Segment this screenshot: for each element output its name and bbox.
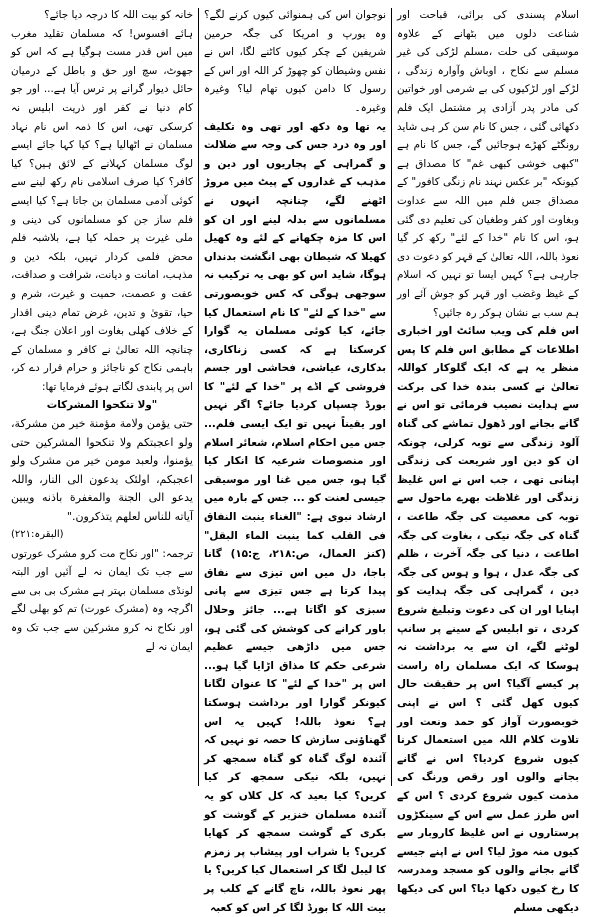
paragraph: خانہ کو بیت اللہ کا درجہ دیا جائے؟: [44, 9, 193, 21]
paragraph: نوجوان اس کی ہمنوائی کیوں کرنے لگے؟ وہ یورپ و امریکا کی جگہ حرمین شریفین کے چکر کیوں کاٹنے لگا، اس نے نفس وشیطان کو چھوڑ کر اللہ اور اس کے رسول کا دامن کیوں تھام لیا؟ وغیرہ وغیرہ۔: [204, 9, 386, 114]
column-left: [6, 6, 198, 788]
column-right: [392, 6, 584, 914]
paragraph: اسلام پسندی کی برائی، قباحت اور شناعت دلوں میں بٹھانے کے علاوہ موسیقی کی حلت ،مسلم لڑکی کی غیر مسلم سے نکاح ، اوباش وآوارہ زندگی ، لڑکے اور لڑکیوں کی بے شرمی اور خواتین کی مادر پدر آزادی پر مشتمل ایک فلم دکھائی گئی ، جس کا نام سن کر ہی شاید رونگٹے کھڑے ہوجائیں گے، جس کا نام ہے "کبھی خوشی کبھی غم" کا مصداق ہے کیونکہ "بر عکس نہند نام زنگی کافور" کے مصداق جس فلم میں اللہ سے عداوت وبغاوت اور کفر وطغیان کی تعلیم دی گئی ہو، اس کا نام "خدا کے لئے" رکھ کر گیا نعوذ باللہ، اللہ تعالیٰ کے قہر کو دعوت دی جارہی ہے؟ کہیں ایسا تو نہیں کہ اسلام کے غیظ وغضب اور قہر کو جوش آئے اور ہم سب بے نشان ہوکر رہ جائیں؟: [397, 9, 579, 319]
column-middle: [199, 6, 391, 914]
translation: ترجمہ: "اور نکاح مت کرو مشرک عورتوں سے جب تک ایمان نہ لے آئیں اور البتہ لونڈی مسلمان بہتر ہے مشرک بی بی سے اگرچہ وہ (مشرک عورت) تم کو بھلی لگے اور نکاح نہ کرو مشرکین سے جب تک وہ ایمان نہ لے: [11, 547, 193, 653]
paragraph: ہائے افسوس! کہ مسلمان تقلید مغرب میں اس قدر مست ہوگیا ہے کہ اس کو جھوٹ، سچ اور حق و باطل کے درمیان حائل دیوار گرانے پر ترس آیا ہے... اور جو کام دنیا نے کفر اور ذریت ابلیس نہ کرسکی تھی، اس کا ذمہ اس نام نہاد مسلمان نے اٹھالیا ہے؟ کیا کہا جائے ایسے لوگ مسلمان کہلانے کے لائق ہیں؟ کیا کافر؟ کیا صرف اسلامی نام رکھ لینے سے کوئی آدمی مسلمان بن جاتا ہے؟ کیا ایسے فلم ساز جن کو مسلمانوں کی دینی و ملی غیرت پر حملہ کیا ہے، بلاشبہ فلم محض فلمی کردار نہیں، بلکہ دین و مذہب، امانت و دیانت، شرافت و صداقت، عفت و عصمت، حمیت و غیرت، شرم و حیا، تقویٰ و تدین، غرض تمام دینی اقدار کے خلاف کھلی بغاوت اور اعلان جنگ ہے، چنانچہ اللہ تعالیٰ نے کافر و مسلمان کے باہمی نکاح کو ناجائز و حرام قرار دے کر، اس پر پابندی لگاتے ہوئے فرمایا تھا:: [11, 27, 193, 393]
quran-verse: حتی یؤمن ولامة مؤمنة خیر من مشرکة، ولو اعجبتکم ولا تنکحوا المشرکین حتی یؤمنوا، ولعبد مومن خیر من مشرک ولو اعجبکم، اولئک یدعون الی النار، واللہ یدعو الی الجنة والمغفرة باذنه ویبین آیاته للناس لعلهم یتذکرون.": [11, 417, 193, 523]
verse-heading: "ولا تنکحوا المشرکات: [46, 399, 158, 412]
paragraph: اس فلم کی ویب سائٹ اور اخباری اطلاعات کے مطابق اس فلم کا پس منظر یہ ہے کہ ایک گلوکار کواللہ تعالیٰ نے کسی بندہ خدا کی برکت سے ہدایت نصیب فرمائی تو اس نے گانے بجانے اور ڈھول تماشے کی گناہ آلود زندگی سے توبہ کرلی، چونکہ ان کو دین اور شریعت کی زندگی اپنانی تھی ، جب اس نے اس غلیظ زندگی اور غلاظت بھرے ماحول سے توبہ کی معصیت کی جگہ طاعت ، گناہ کی جگہ نیکی ، بغاوت کی جگہ اطاعت ، دنیا کی جگہ آخرت ، ظلم کی جگہ عدل ، ہوا و ہوس کی جگہ دین ، گمراہی کی جگہ ہدایت کو اپنایا اور ان کی دعوت وتبلیغ شروع کردی ، تو ابلیس کے سینے پر سانپ لوٹنے لگے، ان سے یہ برداشت نہ ہوسکا کہ ایک مسلمان راہ راست پر کیسے آگیا؟ اس پر حقیقت حال کیوں کھل گئی ؟ اس نے اپنی خوبصورت آواز کو حمد ونعت اور تلاوت کلام اللہ میں استعمال کرنا کیوں شروع کردیا؟ اس نے گانے بجانے والوں اور رقص ورنگ کی مذمت کیوں شروع کردی ؟ اس کے اس طرز عمل سے اس کے سینکڑوں پرستاروں نے اس غلیظ کاروبار سے کیوں منہ موڑ لیا؟ اس نے اپنے جیسے گانے بجانے والوں کو مسجد ومدرسہ کا رخ کیوں دکھا دیا؟ اس کی دیکھا دیکھی مسلم: [397, 325, 579, 914]
paragraph: یہ تھا وہ دکھ اور تھی وہ تکلیف اور وہ درد جس کی وجہ سے ضلالت و گمراہی کے پجاریوں اور دین و مذہب کے غداروں کے پیٹ میں مروڑ اٹھنے لگے، چنانچہ انہوں نے مسلمانوں سے بدلہ لینے اور ان کو اس کا مزہ چکھانے کے لئے وہ کھیل کھیلا کہ شیطان بھی انگشت بدنداں ہوگا، شاید اس کو بھی یہ ترکیب نہ سوجھی ہوگی کہ کس خوبصورتی سے "خدا کے لئے" کا نام استعمال کیا جائے، کیا کوئی مسلمان یہ گوارا کرسکتا ہے کہ کسی زناکاری، بدکاری، عیاشی، فحاشی اور جسم فروشی کے اڈے پر "خدا کے لئے" کا بورڈ چسپاں کردیا جائے؟ اگر نہیں اور یقیناً نہیں تو ایک ایسی فلم... جس میں احکام اسلام، شعائر اسلام اور منصوصات شرعیہ کا انکار کیا گیا ہو، جس میں غنا اور موسیقی جیسی لعنت کو ... جس کے بارہ میں ارشاد نبوی ہے: "الغناء ینبت النفاق فی القلب کما ینبت الماء البقل" (کنز العمال، ص:۲۱۸، ج:۱۵) گانا باجا، دل میں اس تیزی سے نفاق پیدا کرتا ہے جس تیزی سے پانی سبزی کو اگاتا ہے... جائز وحلال باور کرانے کی کوشش کی گئی ہو، جس میں داڑھی جیسے عظیم شرعی حکم کا مذاق اڑایا گیا ہو... اس پر "خدا کے لئے" کا عنوان لگانا کیونکر گوارا اور برداشت ہوسکتا ہے؟ نعوذ باللہ! کہیں یہ اس گھناؤنی سازش کا حصہ تو نہیں کہ آئندہ لوگ گناہ کو گناہ سمجھ کر نہیں، بلکہ نیکی سمجھ کر کیا کریں؟ کیا بعید کہ کل کلاں کو یہ آئندہ مسلمان خنزیر کے گوشت کو بکری کے گوشت سمجھ کر کھایا کریں؟ یا شراب اور پیشاب پر زمزم کا لیبل لگا کر استعمال کیا کریں؟ یا پھر نعوذ باللہ، ناچ گانے کے کلب پر بیت اللہ کا بورڈ لگا کر اس کو کعبہ: [204, 120, 386, 914]
verse-reference: (البقرہ:۲۲۱): [11, 529, 64, 541]
